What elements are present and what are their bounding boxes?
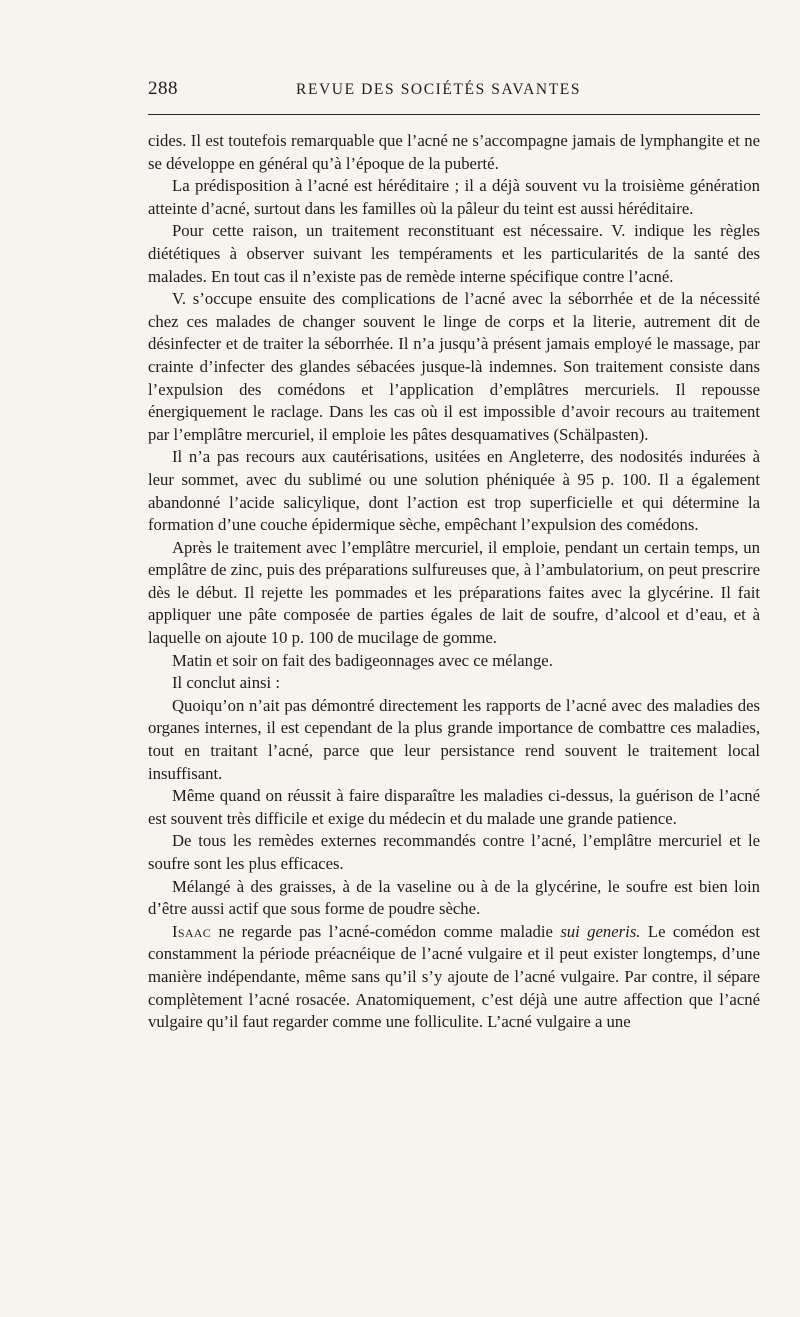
paragraph: cides. Il est toutefois remarquable que l’acné ne s’accompagne jamais de lymphangite et ne se développe en général qu’à l’époque de la puberté. <box>148 131 760 173</box>
paragraph: Quoiqu’on n’ait pas démontré directement les rapports de l’acné avec des maladies des organes internes, il est cependant de la plus grande importance de combattre ces maladies, tout en traitant l’acné, parce que leur persistance rend souvent le traitement local insuffisant. <box>148 695 760 783</box>
body-text <box>148 130 760 1034</box>
paragraph: Il conclut ainsi : <box>172 673 280 693</box>
running-title: REVUE DES SOCIÉTÉS SAVANTES <box>296 81 582 98</box>
paragraph: Pour cette raison, un traitement reconstituant est nécessaire. V. indique les règles diététiques à observer suivant les tempéraments et les particularités de la santé des malades. En tout cas il n’existe pas de remède interne spécifique contre l’acné. <box>148 221 760 286</box>
paragraph: Il n’a pas recours aux cautérisations, usitées en Angleterre, des nodosités indurées à leur sommet, avec du sublimé ou une solution phéniquée à 95 p. 100. Il a également abandonné l’acide salicylique, dont l’action est trop superficielle et qui détermine la formation d’une couche épidermique sèche, empêchant l’expulsion des comédons. <box>148 447 760 535</box>
paragraph: De tous les remèdes externes recommandés contre l’acné, l’emplâtre mercuriel et le soufre sont les plus efficaces. <box>148 831 760 873</box>
running-header <box>148 78 760 108</box>
text-segment: ne regarde pas l’acné-comédon comme maladie <box>211 921 561 941</box>
paragraph: Matin et soir on fait des badigeonnages avec ce mélange. <box>172 650 553 670</box>
page-number: 288 <box>148 78 178 99</box>
paragraph: Même quand on réussit à faire disparaître les maladies ci-dessus, la guérison de l’acné est souvent très difficile et exige du médecin et du malade une grande patience. <box>148 786 760 828</box>
italic-term: sui generis. <box>560 921 641 941</box>
paragraph: Après le traitement avec l’emplâtre mercuriel, il emploie, pendant un certain temps, un emplâtre de zinc, puis des préparations sulfureuses que, à l’ambulatorium, on peut prescrire dès le début. Il rejette les pommades et les préparations faites avec la glycérine. Il fait appliquer une pâte composée de parties égales de lait de soufre, d’alcool et d’eau, et à laquelle on ajoute 10 p. 100 de mucilage de gomme. <box>148 537 760 648</box>
paragraph-isaac <box>148 921 760 1034</box>
paragraph: V. s’occupe ensuite des complications de l’acné avec la séborrhée et de la nécessité chez ces malades de changer souvent le linge de corps et la literie, autrement dit de désinfecter et de traiter la séborrhée. Il n’a jusqu’à présent jamais employé le massage, par crainte d’infecter des glandes sébacées jusque-là indemnes. Son traitement consiste dans l’expulsion des comédons et l’application d’emplâtres mercuriels. Il repousse énergiquement le raclage. Dans les cas où il est impossible d’avoir recours au traitement par l’emplâtre mercuriel, il emploie les pâtes desquamatives (Schälpasten). <box>148 289 760 444</box>
header-rule <box>148 114 760 115</box>
paragraph: La prédisposition à l’acné est héréditaire ; il a déjà souvent vu la troisième génération atteinte d’acné, surtout dans les familles où la pâleur du teint est aussi héréditaire. <box>148 176 760 218</box>
paragraph: Mélangé à des graisses, à de la vaseline ou à de la glycérine, le soufre est bien loin d’être aussi actif que sous forme de poudre sèche. <box>148 876 760 919</box>
text-segment: Le comédon est constamment la période préacnéique de l’acné vulgaire et il peut exister longtemps, d’une manière indépendante, même sans qu’il s’y ajoute de l’acné vulgaire. Par contre, il sépare complètement l’acné rosacée. Anatomiquement, c’est déjà une autre affection que l’acné vulgaire qu’il faut regarder comme une folliculite. L’acné vulgaire a une <box>148 921 760 1032</box>
author-name: Isaac <box>172 921 212 941</box>
